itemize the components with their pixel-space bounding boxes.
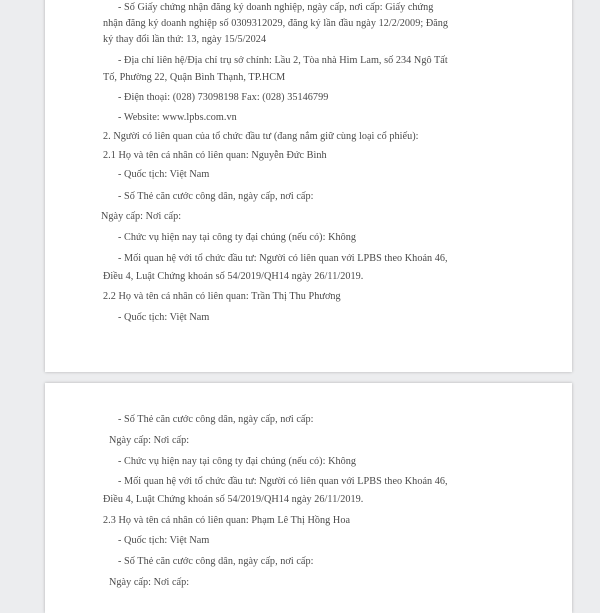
- text-line: - Chức vụ hiện nay tại công ty đại chúng (nếu có): Không: [118, 456, 357, 467]
- text-line: - Số Thẻ căn cước công dân, ngày cấp, nơi cấp:: [118, 414, 314, 425]
- text-line: Ngày cấp: Nơi cấp:: [101, 211, 182, 222]
- text-line: - Địa chỉ liên hệ/Địa chỉ trụ sở chính: Lầu 2, Tòa nhà Him Lam, số 234 Ngô Tất: [118, 55, 448, 66]
- text-line: - Điện thoại: (028) 73098198 Fax: (028) 35146799: [118, 92, 329, 103]
- text-line: - Số Thẻ căn cước công dân, ngày cấp, nơi cấp:: [118, 556, 314, 567]
- text-line: - Chức vụ hiện nay tại công ty đại chúng (nếu có): Không: [118, 232, 357, 243]
- text-line: - Số Thẻ căn cước công dân, ngày cấp, nơi cấp:: [118, 191, 314, 202]
- text-line: 2.1 Họ và tên cá nhân có liên quan: Nguyễn Đức Bình: [103, 150, 327, 161]
- document-page-2: [45, 383, 572, 613]
- text-line: - Số Giấy chứng nhận đăng ký doanh nghiệp, ngày cấp, nơi cấp: Giấy chứng: [118, 2, 434, 13]
- text-line: - Website: www.lpbs.com.vn: [118, 112, 237, 123]
- text-line: 2.3 Họ và tên cá nhân có liên quan: Phạm Lê Thị Hồng Hoa: [103, 515, 351, 526]
- text-line: - Quốc tịch: Việt Nam: [118, 535, 210, 546]
- text-line: Ngày cấp: Nơi cấp:: [109, 577, 190, 588]
- text-line: - Mối quan hệ với tổ chức đầu tư: Người có liên quan với LPBS theo Khoản 46,: [118, 253, 448, 264]
- text-line: Điều 4, Luật Chứng khoán số 54/2019/QH14 ngày 26/11/2019.: [103, 271, 364, 282]
- text-line: Điều 4, Luật Chứng khoán số 54/2019/QH14 ngày 26/11/2019.: [103, 494, 364, 505]
- text-line: - Quốc tịch: Việt Nam: [118, 312, 210, 323]
- text-line: 2.2 Họ và tên cá nhân có liên quan: Trần Thị Thu Phương: [103, 291, 341, 302]
- text-line: 2. Người có liên quan của tổ chức đầu tư (đang nắm giữ cùng loại cổ phiếu):: [103, 131, 419, 142]
- text-line: ký thay đổi lần thứ: 13, ngày 15/5/2024: [103, 34, 267, 45]
- document-page-1: [45, 0, 572, 372]
- text-line: - Mối quan hệ với tổ chức đầu tư: Người có liên quan với LPBS theo Khoản 46,: [118, 476, 448, 487]
- text-line: nhận đăng ký doanh nghiệp số 0309312029, đăng ký lần đầu ngày 12/2/2009; Đăng: [103, 18, 449, 29]
- text-line: Ngày cấp: Nơi cấp:: [109, 435, 190, 446]
- text-line: - Quốc tịch: Việt Nam: [118, 169, 210, 180]
- text-line: Tố, Phường 22, Quận Bình Thạnh, TP.HCM: [103, 72, 286, 83]
